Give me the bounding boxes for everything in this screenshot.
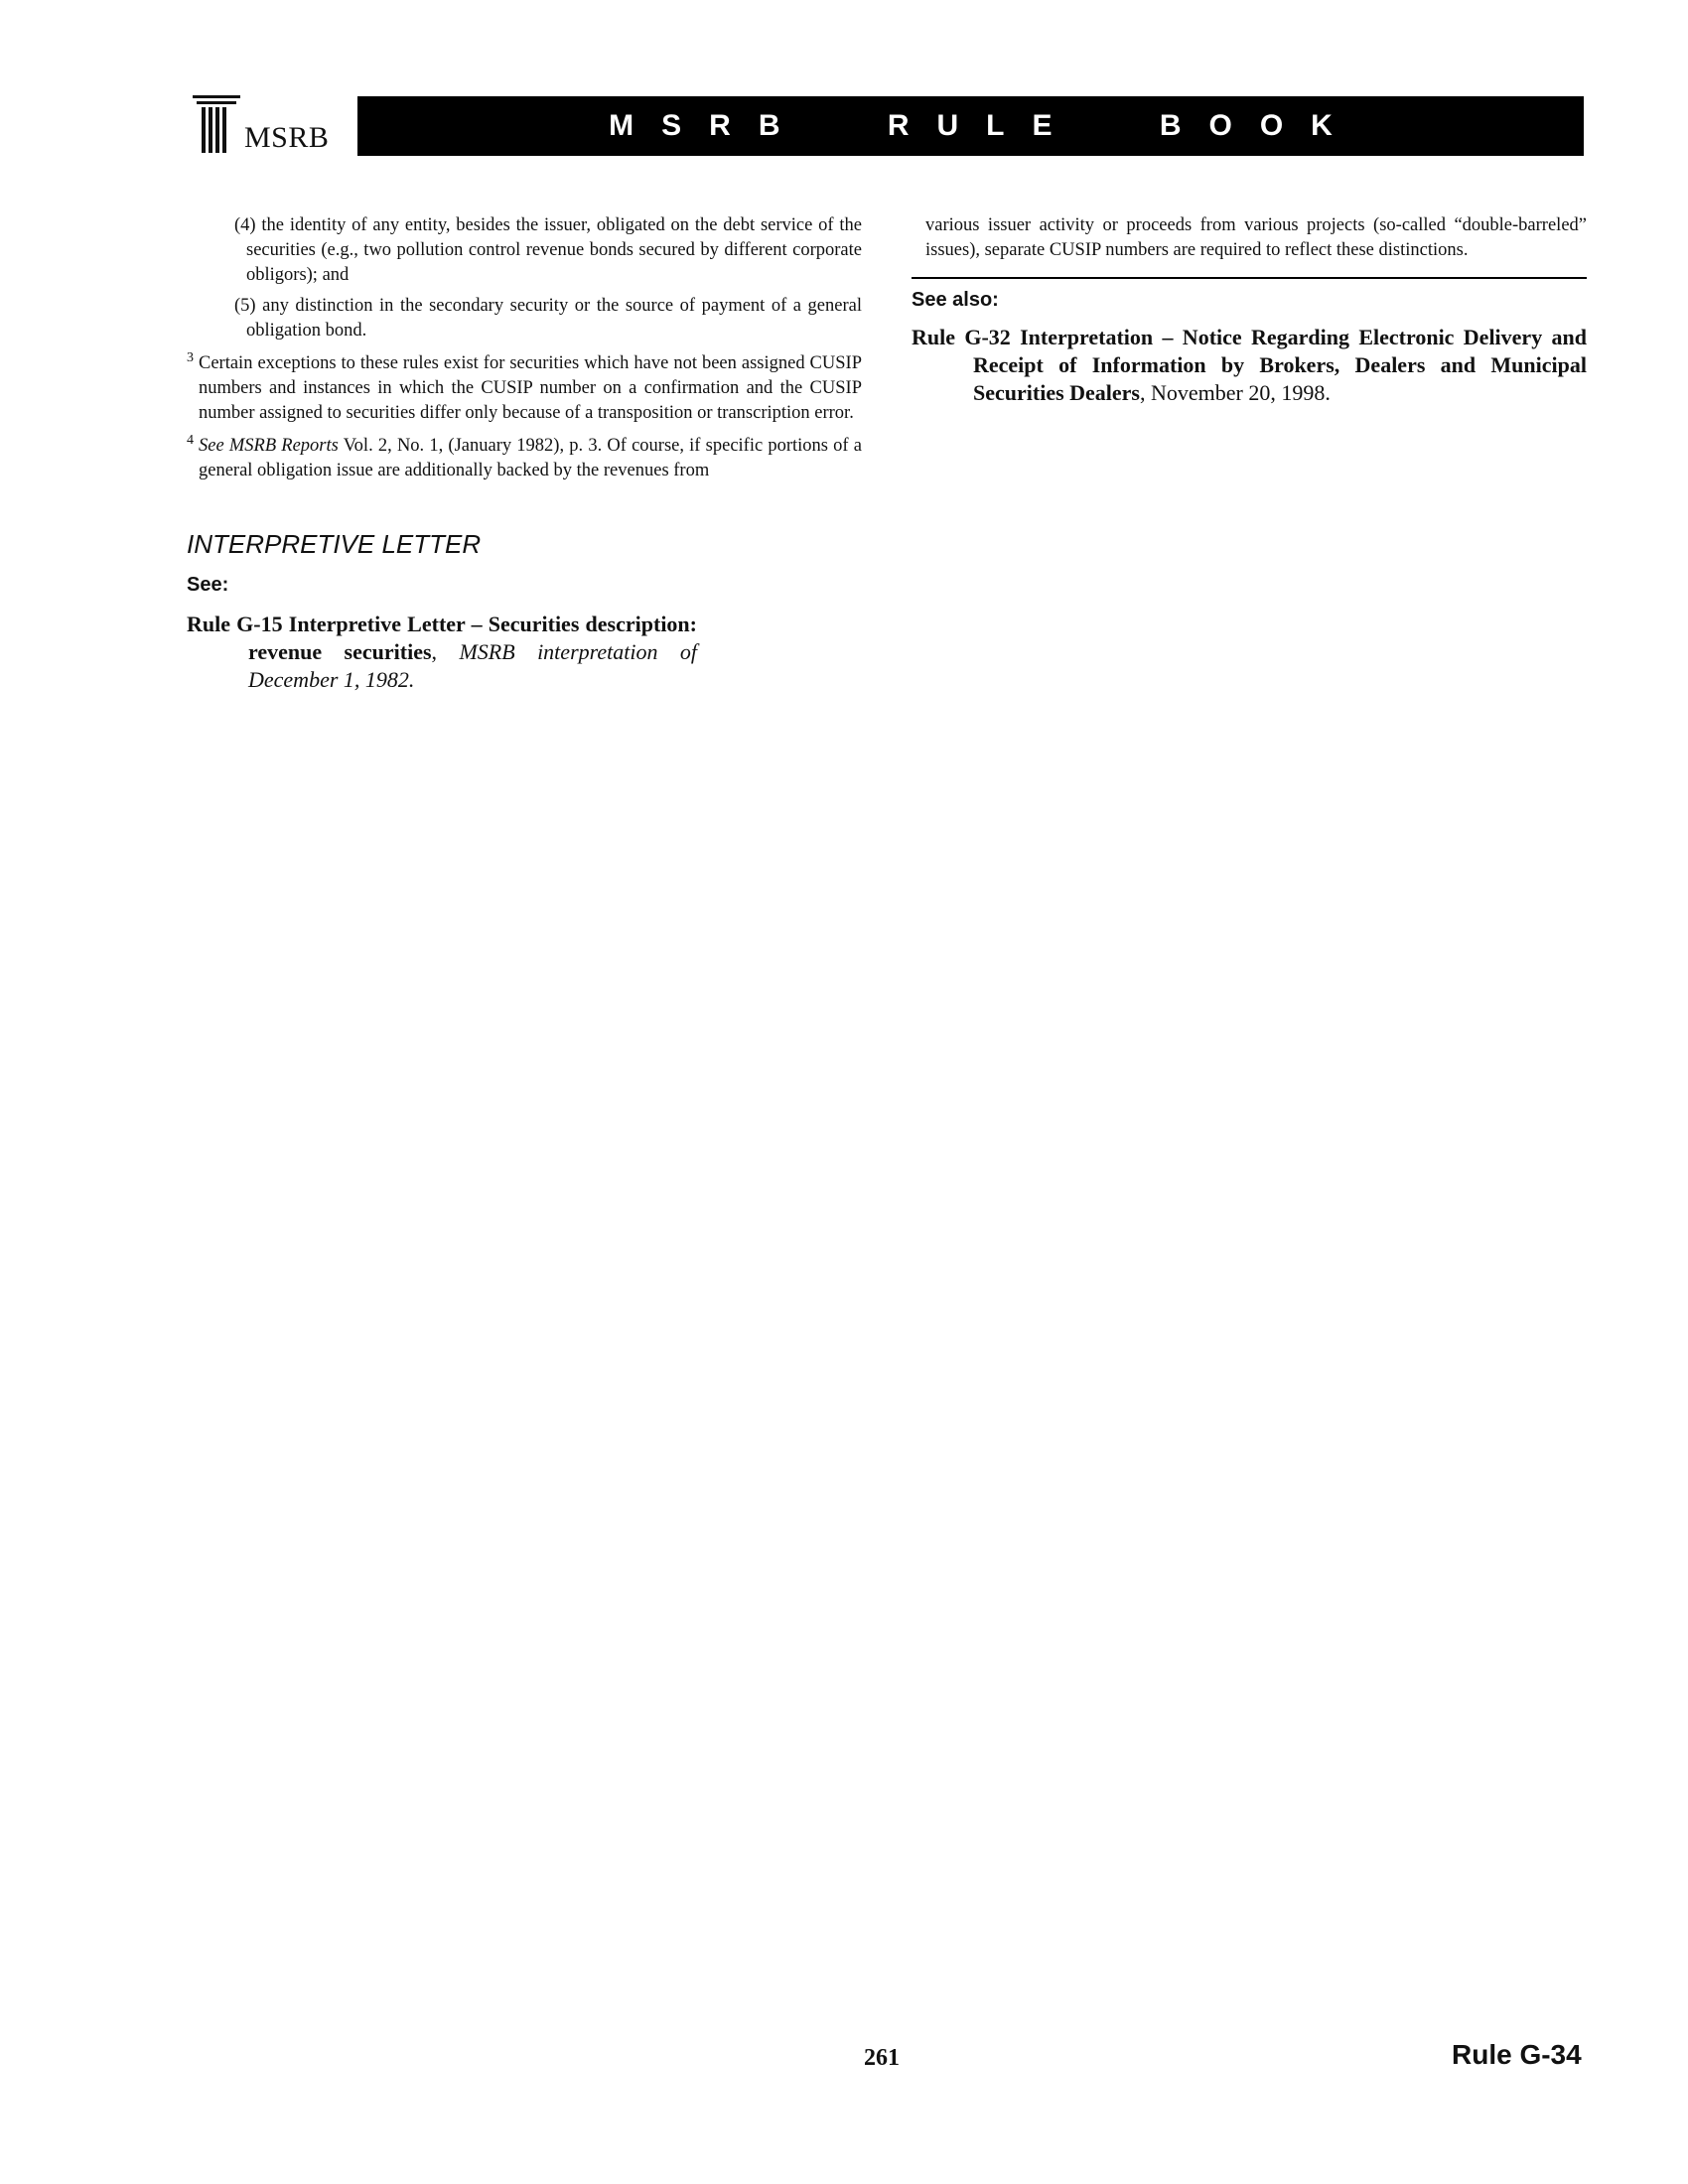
continuation-text: various issuer activity or proceeds from various projects (so-called “double-barreled” issues), separate CUSIP numbers are required to reflect these distinctions. [925,215,1587,260]
section-divider [912,277,1587,279]
footnote-3 [187,351,862,426]
footnote-text: Certain exceptions to these rules exist for securities which have not been assigned CUSIP numbers and instances in which the CUSIP number on a confirmation and the CUSIP number assigned to securities differ only because of a transposition or transcription error. [199,353,862,423]
section-heading: INTERPRETIVE LETTER [187,529,482,559]
reference-source: MSRB interpretation of December 1, 1982. [248,639,698,692]
reference-title: Rule G-32 Interpretation – Notice Regarding Electronic Delivery and Receipt of Information by Brokers, Dealers and Municipal Securities Dealers [912,325,1587,405]
left-column [187,213,862,694]
page-number: 261 [864,2045,900,2071]
footer-rule-label: Rule G-34 [1452,2039,1582,2070]
banner-title: MSRB RULE BOOK [609,109,1360,142]
column-pillar-icon [193,91,244,159]
reference-separator: , [431,639,460,664]
list-item-5 [187,294,862,343]
list-item-text: any distinction in the secondary security or the source of payment of a general obligation bond. [246,296,862,341]
list-item-label: (4) [234,215,256,235]
list-item-4 [187,213,862,288]
see-label: See: [187,574,229,596]
list-item-label: (5) [234,296,256,316]
footnote-number: 3 [187,350,194,365]
reference-title: Rule G-15 Interpretive Letter – Securities description: revenue securities [187,612,697,664]
list-item-text: the identity of any entity, besides the issuer, obligated on the debt service of the securities (e.g., two pollution control revenue bonds secured by different corporate obligors); and [246,215,862,285]
see-also-label: See also: [912,289,999,311]
logo-text: MSRB [244,121,330,154]
footnote-text: Vol. 2, No. 1, (January 1982), p. 3. Of course, if specific portions of a general obligation issue are additionally backed by the revenues from [199,436,862,480]
interpretive-letter-reference [187,611,697,694]
see-also-reference [912,324,1587,407]
right-column [912,213,1587,407]
msrb-logo [193,91,342,159]
footnote-number: 4 [187,433,194,448]
header-banner [357,96,1584,156]
footnote-4 [187,434,862,483]
reference-date: , November 20, 1998. [1140,380,1331,405]
footnote-italic-lead: See MSRB Reports [199,436,339,456]
